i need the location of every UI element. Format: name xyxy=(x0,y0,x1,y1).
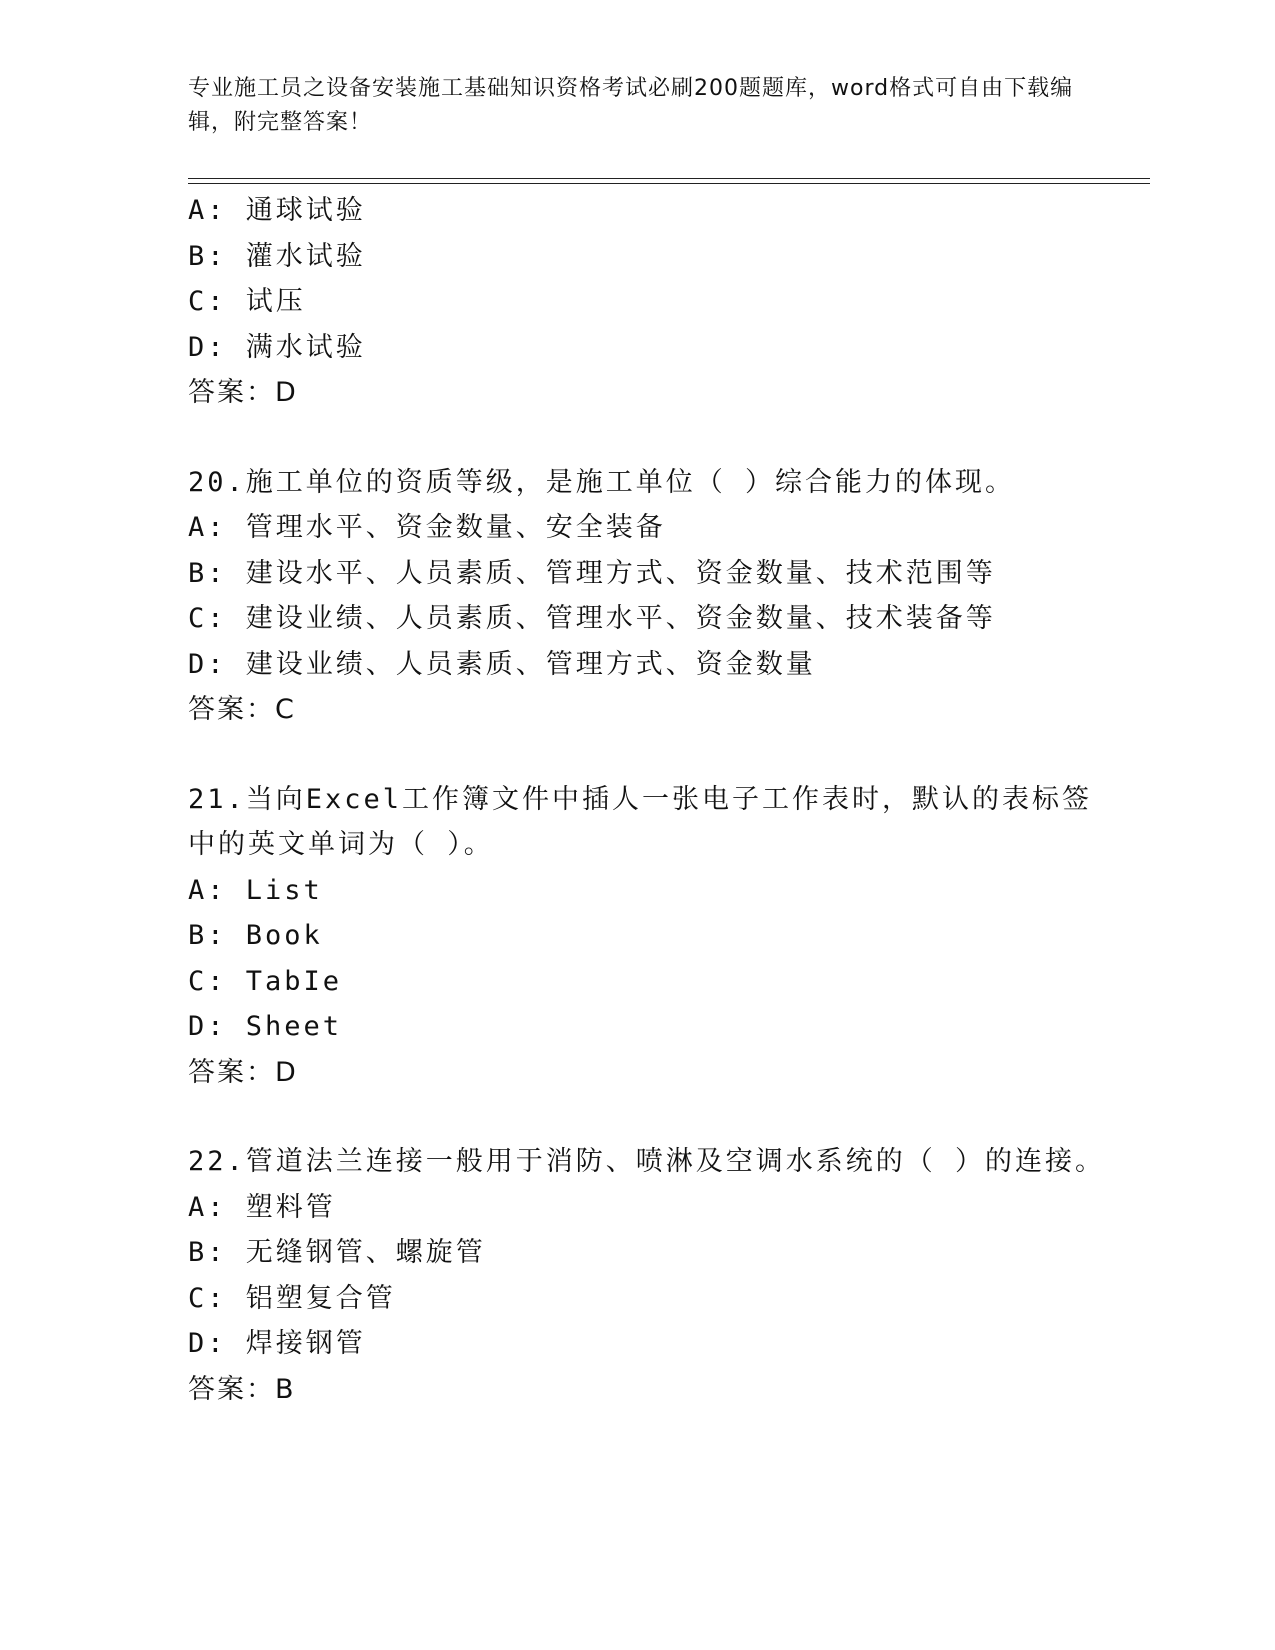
option-d: D: Sheet xyxy=(188,1011,343,1042)
option-d: D: 焊接钢管 xyxy=(188,1328,366,1359)
page-header: 专业施工员之设备安装施工基础知识资格考试必刷200题题库，word格式可自由下载编辑，附完整答案！ xyxy=(188,76,1074,135)
option-d: D: 满水试验 xyxy=(188,331,366,363)
option-a: A: 通球试验 xyxy=(188,195,366,226)
option-b: B: 无缝钢管、螺旋管 xyxy=(188,1237,486,1268)
answer-line: 答案：C xyxy=(188,694,296,725)
question-stem: 21.当向Excel工作簿文件中插人一张电子工作表时，默认的表标签中的英文单词为（ ）。 xyxy=(188,783,1093,860)
option-a: A: 管理水平、资金数量、安全装备 xyxy=(188,512,666,543)
header-rule-bottom xyxy=(188,183,1150,184)
question-stem: 22.管道法兰连接一般用于消防、喷淋及空调水系统的（ ）的连接。 xyxy=(188,1146,1106,1177)
option-b: B: 灌水试验 xyxy=(188,240,366,272)
question-stem: 20.施工单位的资质等级，是施工单位（ ）综合能力的体现。 xyxy=(188,466,1016,498)
option-d: D: 建设业绩、人员素质、管理方式、资金数量 xyxy=(188,648,816,680)
option-b: B: 建设水平、人员素质、管理方式、资金数量、技术范围等 xyxy=(188,557,996,589)
question-block xyxy=(188,460,1108,733)
option-c: C: 试压 xyxy=(188,286,306,317)
option-a: A: 塑料管 xyxy=(188,1191,336,1223)
option-c: C: TabIe xyxy=(188,965,343,997)
option-c: C: 铝塑复合管 xyxy=(188,1282,396,1314)
answer-line: 答案：B xyxy=(188,1373,296,1405)
option-a: A: List xyxy=(188,874,323,906)
question-block xyxy=(188,777,1108,1096)
answer-line: 答案：D xyxy=(188,1056,298,1088)
option-b: B: Book xyxy=(188,920,323,951)
answer-line: 答案：D xyxy=(188,377,298,408)
question-block xyxy=(188,188,1108,416)
option-c: C: 建设业绩、人员素质、管理水平、资金数量、技术装备等 xyxy=(188,603,996,634)
header-rule-top xyxy=(188,178,1150,179)
question-block xyxy=(188,1139,1108,1412)
question-list xyxy=(188,188,1108,1412)
